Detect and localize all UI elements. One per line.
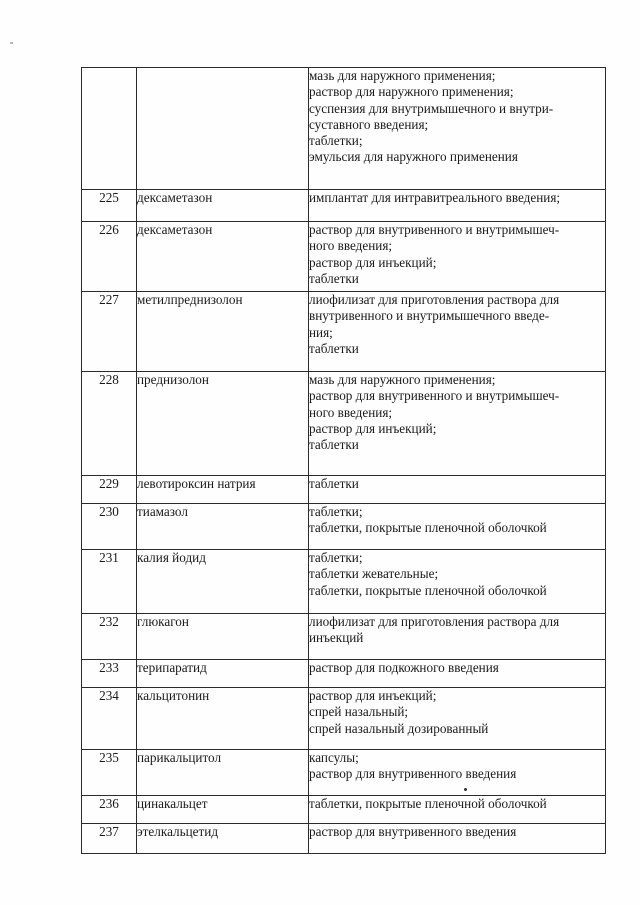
table-row — [82, 660, 606, 688]
dosage-form-line: мазь для наружного применения; — [309, 68, 496, 83]
dosage-forms — [309, 68, 606, 190]
drug-name: преднизолон — [137, 372, 309, 476]
dosage-form-line: лиофилизат для приготовления раствора для — [309, 292, 560, 307]
row-number: 229 — [82, 476, 137, 504]
drug-name: дексаметазон — [137, 190, 309, 222]
scan-speck — [464, 788, 467, 791]
drug-name: парикальцитол — [137, 750, 309, 796]
table-row — [82, 688, 606, 750]
table-row — [82, 550, 606, 614]
table-row — [82, 292, 606, 372]
dosage-form-line: суставного введения; — [309, 116, 429, 132]
dosage-form-line: мазь для наружного применения; — [309, 372, 496, 387]
dosage-form-line: внутривенного и внутримышечного введе- — [309, 308, 550, 324]
dosage-form-line: эмульсия для наружного применения — [309, 149, 518, 165]
dosage-form-line: раствор для наружного применения; — [309, 84, 514, 100]
dosage-form-line: раствор для внутривенного и внутримышеч- — [309, 388, 560, 404]
dosage-form-line: ного введения; — [309, 238, 393, 254]
scan-mark — [10, 42, 13, 44]
dosage-forms — [309, 222, 606, 292]
table-row — [82, 190, 606, 222]
dosage-forms — [309, 660, 606, 688]
table-row — [82, 614, 606, 660]
table-row — [82, 796, 606, 824]
row-number: 231 — [82, 550, 137, 614]
dosage-forms — [309, 614, 606, 660]
dosage-form-line: таблетки — [309, 270, 359, 286]
dosage-form-line: таблетки, покрытые пленочной оболочкой — [309, 520, 547, 536]
drug-name: калия йодид — [137, 550, 309, 614]
dosage-form-line: таблетки; — [309, 133, 363, 149]
table-row — [82, 504, 606, 550]
row-number: 236 — [82, 796, 137, 824]
dosage-form-line: инъекций — [309, 630, 364, 646]
dosage-form-line: спрей назальный; — [309, 704, 409, 720]
table-row — [82, 750, 606, 796]
drug-name — [137, 68, 309, 190]
dosage-forms — [309, 824, 606, 854]
dosage-form-line: имплантат для интравитреального введения; — [309, 190, 561, 205]
dosage-form-line: раствор для инъекций; — [309, 420, 437, 436]
table-row — [82, 824, 606, 854]
dosage-forms — [309, 688, 606, 750]
dosage-form-line: ного введения; — [309, 404, 393, 420]
dosage-form-line: раствор для инъекций; — [309, 254, 437, 270]
table-row — [82, 68, 606, 190]
dosage-form-line: раствор для внутривенного введения — [309, 766, 517, 782]
dosage-form-line: таблетки жевательные; — [309, 566, 439, 582]
drug-table — [81, 67, 606, 854]
dosage-forms — [309, 476, 606, 504]
dosage-form-line: спрей назальный дозированный — [309, 720, 489, 736]
row-number: 228 — [82, 372, 137, 476]
drug-name: терипаратид — [137, 660, 309, 688]
dosage-forms — [309, 796, 606, 824]
dosage-forms — [309, 372, 606, 476]
table-row — [82, 476, 606, 504]
row-number: 235 — [82, 750, 137, 796]
row-number: 226 — [82, 222, 137, 292]
dosage-form-line: таблетки, покрытые пленочной оболочкой — [309, 796, 547, 811]
drug-name: цинакальцет — [137, 796, 309, 824]
dosage-form-line: раствор для внутривенного и внутримышеч- — [309, 222, 560, 237]
row-number: 230 — [82, 504, 137, 550]
drug-name: глюкагон — [137, 614, 309, 660]
row-number: 227 — [82, 292, 137, 372]
drug-name: дексаметазон — [137, 222, 309, 292]
dosage-form-line: капсулы; — [309, 750, 359, 765]
dosage-form-line: таблетки; — [309, 504, 363, 519]
dosage-forms — [309, 550, 606, 614]
dosage-form-line: раствор для подкожного введения — [309, 660, 499, 675]
row-number: 233 — [82, 660, 137, 688]
table-row — [82, 372, 606, 476]
dosage-forms — [309, 750, 606, 796]
dosage-form-line: таблетки — [309, 340, 359, 356]
drug-name: тиамазол — [137, 504, 309, 550]
drug-name: этелкальцетид — [137, 824, 309, 854]
drug-name: левотироксин натрия — [137, 476, 309, 504]
dosage-form-line: лиофилизат для приготовления раствора для — [309, 614, 560, 629]
table-row — [82, 222, 606, 292]
dosage-forms — [309, 190, 606, 222]
row-number: 232 — [82, 614, 137, 660]
drug-name: кальцитонин — [137, 688, 309, 750]
row-number: 237 — [82, 824, 137, 854]
dosage-form-line: таблетки — [309, 476, 359, 491]
dosage-form-line: раствор для инъекций; — [309, 688, 437, 703]
dosage-form-line: суспензия для внутримышечного и внутри- — [309, 100, 554, 116]
dosage-forms — [309, 292, 606, 372]
drug-table-body — [82, 68, 606, 854]
row-number — [82, 68, 137, 190]
dosage-form-line: таблетки — [309, 437, 359, 453]
dosage-form-line: таблетки, покрытые пленочной оболочкой — [309, 582, 547, 598]
row-number: 225 — [82, 190, 137, 222]
dosage-form-line: ния; — [309, 324, 333, 340]
dosage-form-line: таблетки; — [309, 550, 363, 565]
dosage-forms — [309, 504, 606, 550]
drug-name: метилпреднизолон — [137, 292, 309, 372]
row-number: 234 — [82, 688, 137, 750]
dosage-form-line: раствор для внутривенного введения — [309, 824, 517, 839]
